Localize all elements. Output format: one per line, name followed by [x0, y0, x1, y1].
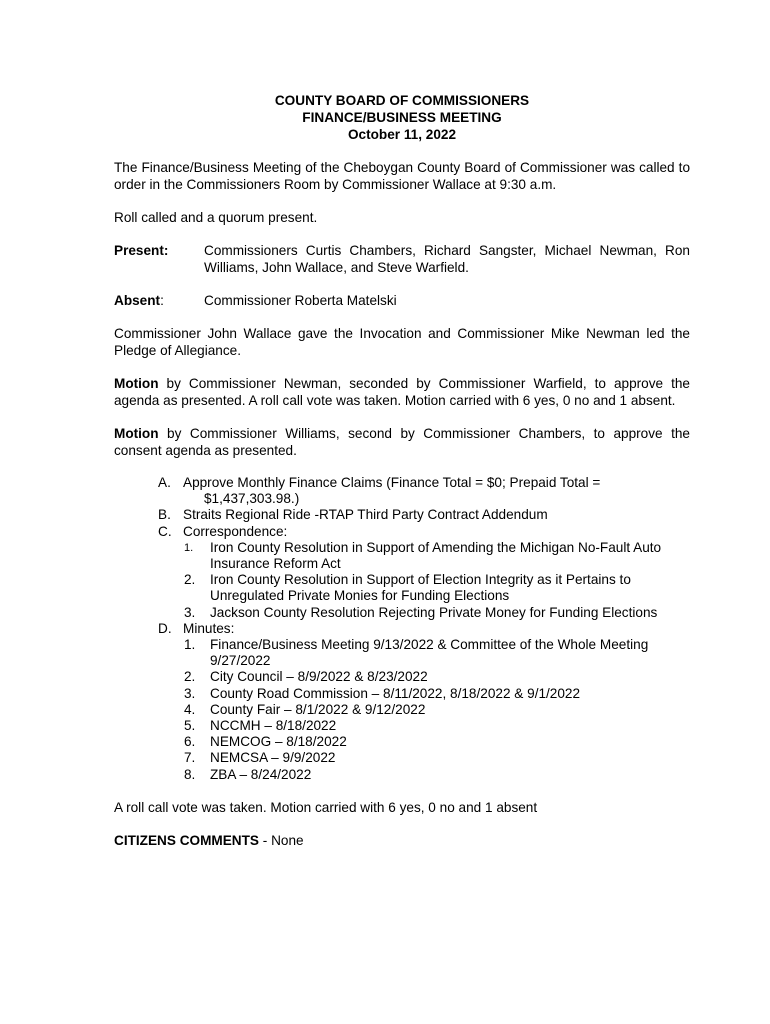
consent-agenda-list — [114, 475, 690, 783]
list-item: 7. NEMCSA – 9/9/2022 — [184, 750, 336, 766]
absent-text: Commissioner Roberta Matelski — [204, 293, 397, 308]
list-item: A. Approve Monthly Finance Claims (Finance Total = $0; Prepaid Total = — [158, 475, 601, 490]
list-item: 8. ZBA – 8/24/2022 — [184, 766, 312, 782]
list-item: 5. NCCMH – 8/18/2022 — [184, 718, 337, 734]
list-item-continuation: Unregulated Private Monies for Funding Elections — [210, 588, 510, 604]
document-page — [114, 92, 690, 849]
list-item: D. Minutes: — [158, 620, 235, 636]
motion-keyword: Motion — [114, 376, 159, 391]
list-item-continuation: Insurance Reform Act — [210, 556, 341, 572]
citizens-comments: CITIZENS COMMENTS - None — [114, 832, 304, 848]
list-item: 3. County Road Commission – 8/11/2022, 8/18/2022 & 9/1/2022 — [184, 685, 581, 701]
intro-paragraph: The Finance/Business Meeting of the Cheboygan County Board of Commissioner was called to order in the Commissioners Room by Commissioner Wallace at 9:30 a.m. — [114, 160, 690, 192]
list-item: B. Straits Regional Ride -RTAP Third Party Contract Addendum — [158, 507, 548, 523]
present-text: Commissioners Curtis Chambers, Richard Sangster, Michael Newman, Ron Williams, John Wallace, and Steve Warfield. — [204, 243, 690, 275]
citizens-heading: CITIZENS COMMENTS — [114, 832, 259, 848]
header-subtitle: FINANCE/BUSINESS MEETING — [302, 110, 502, 125]
motion-keyword: Motion — [114, 426, 159, 441]
rollcall-paragraph: A roll call vote was taken. Motion carried with 6 yes, 0 no and 1 absent — [114, 799, 538, 815]
document-header — [114, 92, 690, 143]
list-item: 1. Iron County Resolution in Support of Amending the Michigan No-Fault Auto — [184, 539, 662, 555]
list-item: 2. Iron County Resolution in Support of Election Integrity as it Pertains to — [184, 572, 631, 588]
list-item: C. Correspondence: — [158, 523, 288, 539]
header-date: October 11, 2022 — [347, 127, 457, 142]
invocation-paragraph: Commissioner John Wallace gave the Invocation and Commissioner Mike Newman led the Pledge of Allegiance. — [114, 326, 690, 358]
absent-label: Absent: — [114, 293, 164, 308]
motion-agenda-paragraph: Motion by Commissioner Newman, seconded by Commissioner Warfield, to approve the agenda as presented. A roll call vote was taken. Motion carried with 6 yes, 0 no and 1 absent. — [114, 376, 690, 408]
list-item: 4. County Fair – 8/1/2022 & 9/12/2022 — [184, 701, 426, 717]
motion-consent-paragraph: Motion by Commissioner Williams, second by Commissioner Chambers, to approve the consent agenda as presented. — [114, 426, 690, 458]
list-item: 1. Finance/Business Meeting 9/13/2022 & Committee of the Whole Meeting — [184, 637, 649, 653]
roll-paragraph: Roll called and a quorum present. — [114, 210, 318, 225]
list-item: 2. City Council – 8/9/2022 & 8/23/2022 — [184, 669, 428, 685]
list-item: 3. Jackson County Resolution Rejecting Private Money for Funding Elections — [184, 604, 658, 620]
list-item: 6. NEMCOG – 8/18/2022 — [184, 734, 347, 750]
absent-row — [114, 292, 690, 309]
header-title: COUNTY BOARD OF COMMISSIONERS — [274, 93, 530, 108]
present-row — [114, 242, 690, 276]
list-item-continuation: $1,437,303.98.) — [204, 491, 300, 507]
list-item-continuation: 9/27/2022 — [210, 653, 271, 669]
present-label: Present: — [114, 243, 169, 258]
